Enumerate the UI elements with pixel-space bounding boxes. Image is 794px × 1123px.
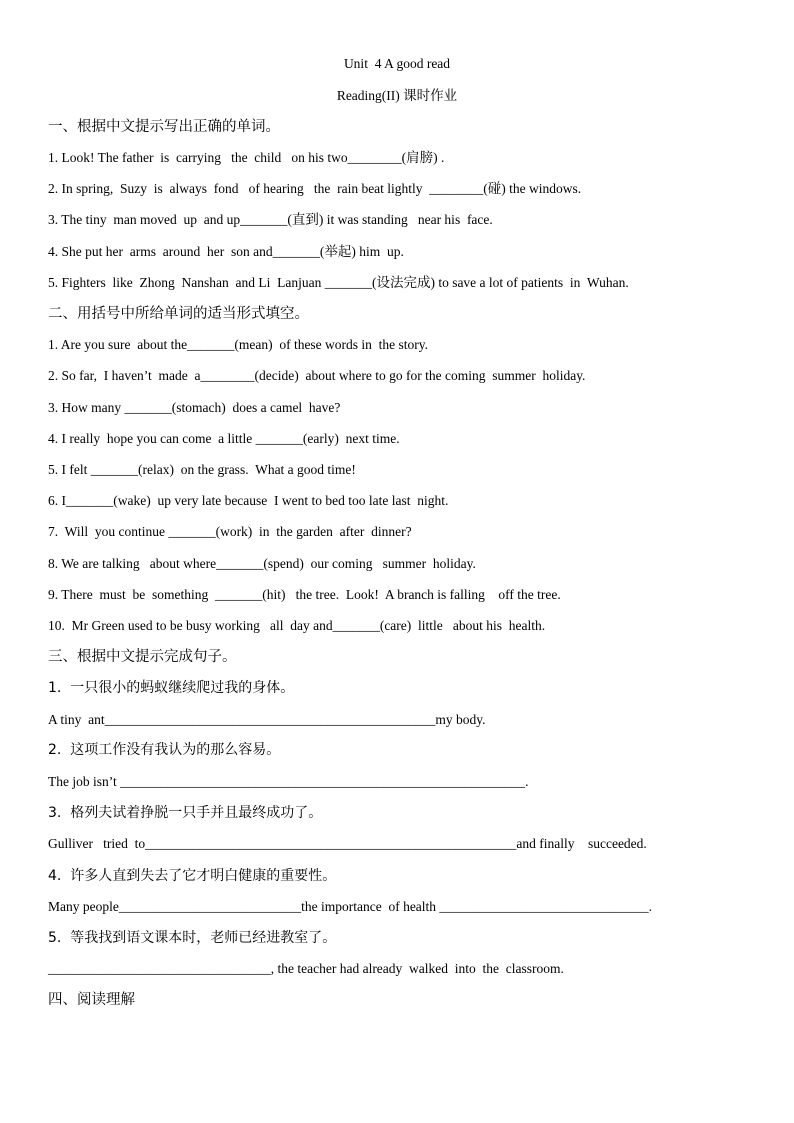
section3-heading: 三、根据中文提示完成句子。 xyxy=(48,649,237,665)
section2-item-7: 7. Will you continue _______(work) in the garden after dinner? xyxy=(48,524,412,539)
section3-answer-line-4: Many people___________________________the importance of health _______________________________. xyxy=(48,899,653,914)
section3-prompt-5: 5. 等我找到语文课本时，老师已经进教室了。 xyxy=(48,930,337,946)
section3-answer-line-1: A tiny ant_________________________________________________my body. xyxy=(48,712,486,727)
page-subtitle: Reading(II) 课时作业 xyxy=(336,88,458,103)
section2-item-4: 4. I really hope you can come a little _______(early) next time. xyxy=(48,431,400,446)
section2-item-2: 2. So far, I haven’t made a________(decide) about where to go for the coming summer holiday. xyxy=(48,368,586,383)
section3-answer-line-5: _________________________________, the teacher had already walked into the classroom. xyxy=(48,961,564,976)
section1-item-2: 2. In spring, Suzy is always fond of hearing the rain beat lightly ________(碰) the windows. xyxy=(48,181,582,196)
section2-item-6: 6. I_______(wake) up very late because I went to bed too late last night. xyxy=(48,493,449,508)
section3-prompt-3: 3. 格列夫试着挣脱一只手并且最终成功了。 xyxy=(48,805,323,821)
section3-answer-line-2: The job isn’t ____________________________________________________________. xyxy=(48,774,529,789)
section3-prompt-1: 1. 一只很小的蚂蚁继续爬过我的身体。 xyxy=(48,680,295,696)
section1-item-5: 5. Fighters like Zhong Nanshan and Li Lanjuan _______(设法完成) to save a lot of patients in Wuhan. xyxy=(48,275,629,290)
section2-item-3: 3. How many _______(stomach) does a camel have? xyxy=(48,400,341,415)
section2-item-5: 5. I felt _______(relax) on the grass. What a good time! xyxy=(48,462,356,477)
section2-item-9: 9. There must be something _______(hit) the tree. Look! A branch is falling off the tree. xyxy=(48,587,561,602)
section1-item-3: 3. The tiny man moved up and up_______(直到) it was standing near his face. xyxy=(48,212,493,227)
section2-item-8: 8. We are talking about where_______(spend) our coming summer holiday. xyxy=(48,556,476,571)
section4-heading: 四、阅读理解 xyxy=(48,992,135,1008)
section2-heading: 二、用括号中所给单词的适当形式填空。 xyxy=(48,306,309,322)
section3-answer-line-3: Gulliver tried to_______________________________________________________and finally succeeded. xyxy=(48,836,647,851)
section2-item-1: 1. Are you sure about the_______(mean) of these words in the story. xyxy=(48,337,429,352)
page-title: Unit 4 A good read xyxy=(343,56,451,71)
section1-heading: 一、根据中文提示写出正确的单词。 xyxy=(48,119,280,135)
section1-item-4: 4. She put her arms around her son and_______(举起) him up. xyxy=(48,244,404,259)
section3-prompt-2: 2. 这项工作没有我认为的那么容易。 xyxy=(48,742,281,758)
section2-item-10: 10. Mr Green used to be busy working all day and_______(care) little about his health. xyxy=(48,618,546,633)
section3-prompt-4: 4. 许多人直到失去了它才明白健康的重要性。 xyxy=(48,868,337,884)
section1-item-1: 1. Look! The father is carrying the child on his two________(肩膀) . xyxy=(48,150,445,165)
